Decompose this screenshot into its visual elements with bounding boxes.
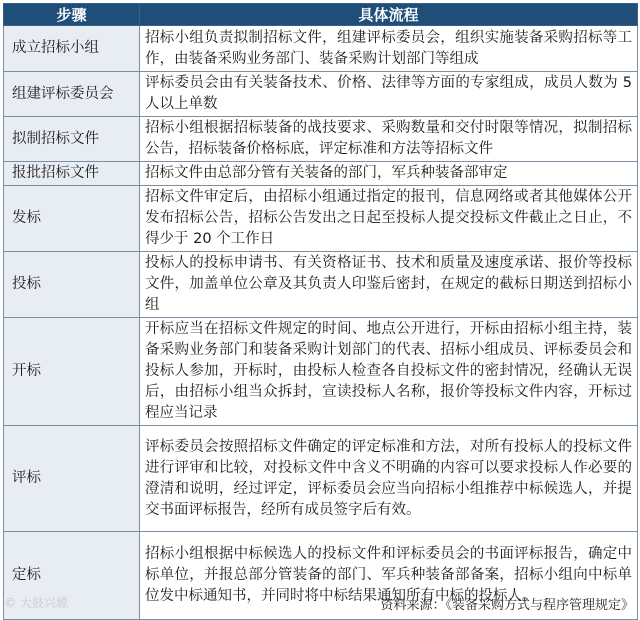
table-row (4, 318, 638, 426)
source-note: 资料来源：《装备采购方式与程序管理规定》 (380, 598, 634, 613)
flow-cell: 招标小组负责拟制招标文件，组建评标委员会，组织实施装备采购招标等工作，由装备采购业务部门、装备采购计划部门等组成 (140, 26, 638, 72)
step-cell: 组建评标委员会 (4, 72, 140, 117)
table-row (4, 186, 638, 252)
flow-cell: 招标文件由总部分管有关装备的部门，军兵种装备部审定 (140, 162, 638, 186)
step-cell: 发标 (4, 186, 140, 252)
flow-cell: 评标委员会由有关装备技术、价格、法律等方面的专家组成，成员人数为 5 人以上单数 (140, 72, 638, 117)
header-flow: 具体流程 (140, 4, 638, 26)
header-step: 步骤 (4, 4, 140, 26)
step-cell: 成立招标小组 (4, 26, 140, 72)
table-row (4, 72, 638, 117)
flow-cell: 招标小组根据招标装备的战技要求、采购数量和交付时限等情况，拟制招标公告，招标装备价格标底，评定标准和方法等招标文件 (140, 117, 638, 162)
step-cell: 开标 (4, 318, 140, 426)
procurement-process-table (3, 3, 638, 620)
table-row (4, 162, 638, 186)
step-cell: 报批招标文件 (4, 162, 140, 186)
flow-cell: 招标文件审定后，由招标小组通过指定的报刊，信息网络或者其他媒体公开发布招标公告，招标公告发出之日起至投标人提交投标文件截止之日止，不得少于 20 个工作日 (140, 186, 638, 252)
table-row (4, 26, 638, 72)
flow-cell: 评标委员会按照招标文件确定的评定标准和方法，对所有投标人的投标文件进行评审和比较，对投标文件中含义不明确的内容可以要求投标人作必要的澄清和说明，经过评定，评标委员会应当向招标小组推荐中标候选人，并提交书面评标报告，经所有成员签字后有效。 (140, 426, 638, 532)
table-header-row (4, 4, 638, 26)
watermark: © 大鼓兴塬 (4, 596, 68, 610)
step-cell: 投标 (4, 252, 140, 318)
table-row (4, 426, 638, 532)
step-cell: 拟制招标文件 (4, 117, 140, 162)
table-row (4, 252, 638, 318)
flow-cell: 投标人的投标申请书、有关资格证书、技术和质量及速度承诺、报价等投标文件，加盖单位公章及其负责人印鉴后密封，在规定的截标日期送到招标小组 (140, 252, 638, 318)
flow-cell: 招标小组根据中标候选人的投标文件和评标委员会的书面评标报告，确定中标单位，并报总部分管装备的部门、军兵种装备部备案，招标小组向中标单位发中标通知书，并同时将中标结果通知所有中标的投标人。 (140, 532, 638, 620)
flow-cell: 开标应当在招标文件规定的时间、地点公开进行，开标由招标小组主持，装备采购业务部门和装备采购计划部门的代表、招标小组成员、评标委员会和投标人参加，开标时，由投标人检查各自投标文件的密封情况，经确认无误后，由招标小组当众拆封，宣读投标人名称，报价等投标文件内容，开标过程应当记录 (140, 318, 638, 426)
step-cell: 评标 (4, 426, 140, 532)
table-row (4, 117, 638, 162)
step-cell: 定标 (4, 532, 140, 620)
